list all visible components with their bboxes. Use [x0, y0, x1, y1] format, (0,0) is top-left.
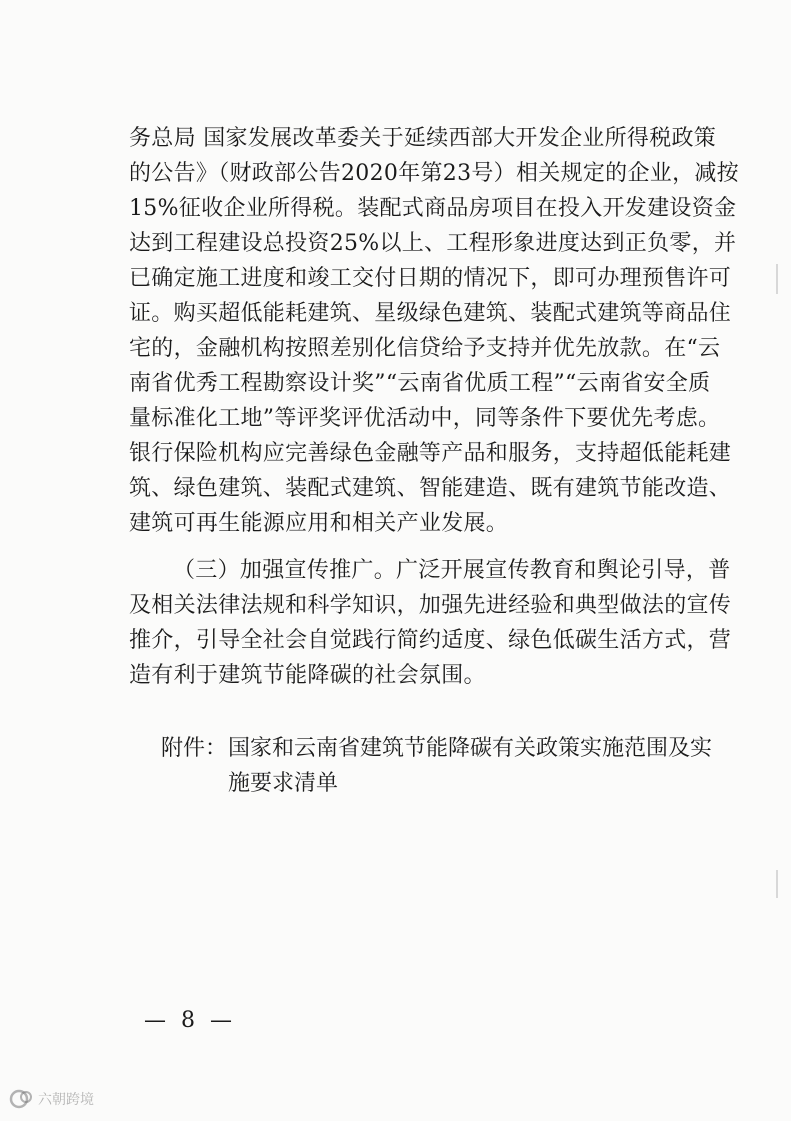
attachment-line-2: 施要求清单: [228, 771, 339, 796]
scan-mark: [776, 264, 778, 294]
section-three-line-3: 推介，引导全社会自觉践行简约适度、绿色低碳生活方式，营: [129, 628, 732, 653]
body-line-9: 量标准化工地”等评奖评优活动中，同等条件下要优先考虑。: [129, 406, 721, 431]
watermark: [8, 1088, 94, 1110]
attachment-label: 附件：: [161, 736, 228, 761]
body-line-5: 已确定施工进度和竣工交付日期的情况下，即可办理预售许可: [129, 266, 732, 291]
section-three-line-1: （三）加强宣传推广。广泛开展宣传教育和舆论引导，普: [173, 558, 731, 583]
body-line-1: 务总局 国家发展改革委关于延续西部大开发企业所得税政策: [129, 126, 717, 151]
page-number: — 8 —: [144, 1008, 236, 1033]
body-line-3: 15%征收企业所得税。装配式商品房项目在投入开发建设资金: [129, 196, 737, 221]
watermark-text: 六朝跨境: [38, 1092, 94, 1108]
attachment-line-1: 国家和云南省建筑节能降碳有关政策实施范围及实: [228, 736, 713, 761]
watermark-logo-icon: [8, 1088, 34, 1110]
scan-mark: [776, 870, 778, 898]
body-line-6: 证。购买超低能耗建筑、星级绿色建筑、装配式建筑等商品住: [129, 301, 732, 326]
section-three-line-2: 及相关法律法规和科学知识，加强先进经验和典型做法的宣传: [129, 593, 732, 618]
body-line-2: 的公告》（财政部公告2020年第23号）相关规定的企业，减按: [129, 161, 739, 186]
section-three-line-4: 造有利于建筑节能降碳的社会氛围。: [129, 663, 486, 688]
body-line-8: 南省优秀工程勘察设计奖”“云南省优质工程”“云南省安全质: [129, 371, 711, 396]
body-line-11: 筑、绿色建筑、装配式建筑、智能建造、既有建筑节能改造、: [129, 476, 732, 501]
body-line-12: 建筑可再生能源应用和相关产业发展。: [129, 511, 509, 536]
body-line-7: 宅的，金融机构按照差别化信贷给予支持并优先放款。在“云: [129, 336, 721, 361]
body-line-4: 达到工程建设总投资25%以上、工程形象进度达到正负零，并: [129, 231, 737, 256]
body-line-10: 银行保险机构应完善绿色金融等产品和服务，支持超低能耗建: [129, 441, 732, 466]
